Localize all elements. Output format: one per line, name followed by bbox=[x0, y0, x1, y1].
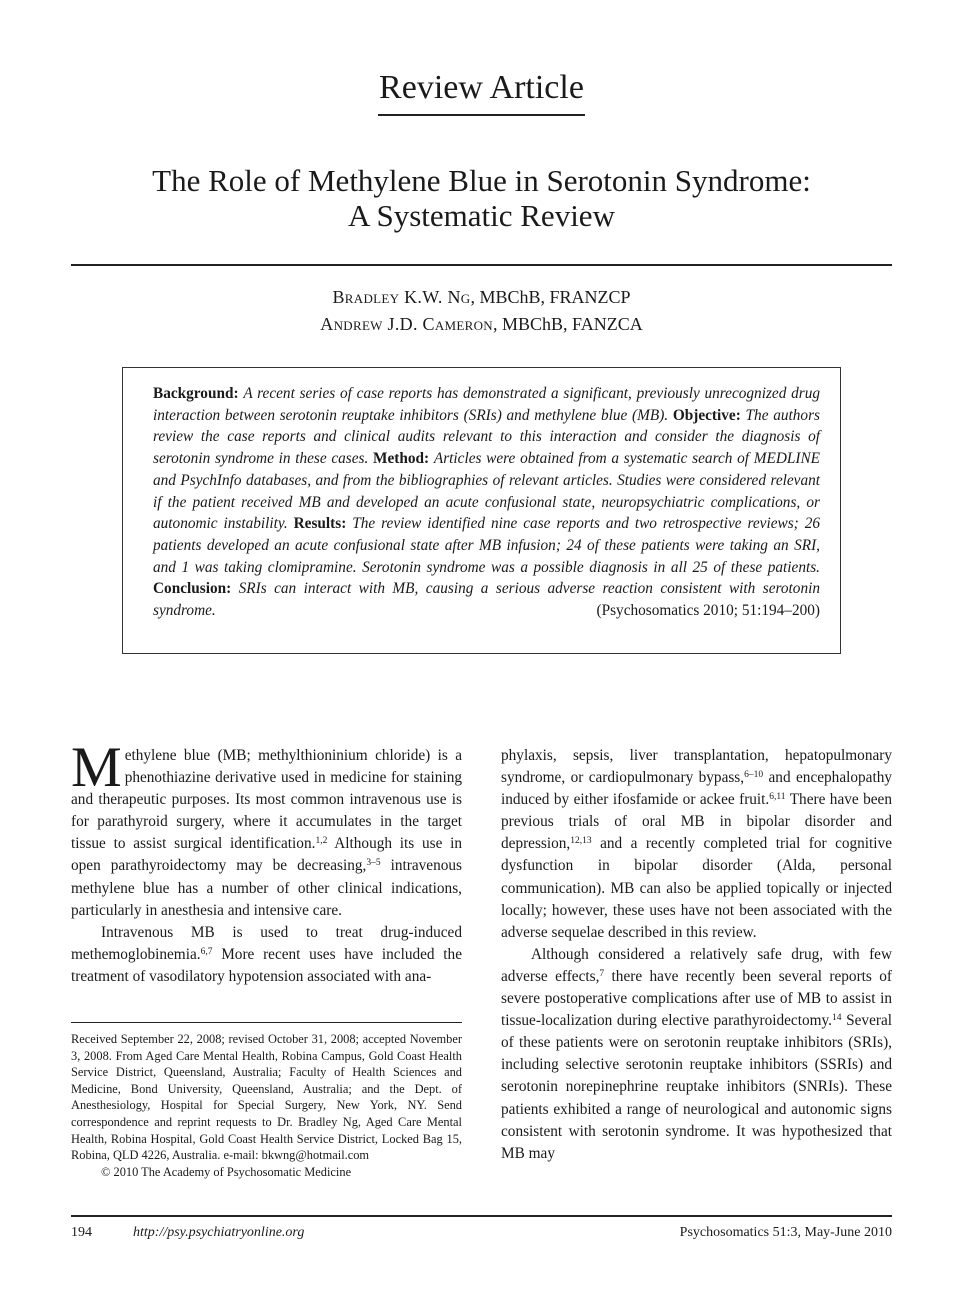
body-text: More recent uses have included the treatment of vasodilatory hypotension associated with ana- bbox=[71, 945, 462, 985]
abstract-background-text: A recent series of case reports has demonstrated a significant, previously unrecognized drug interaction between serotonin reuptake inhibitors (SRIs) and methylene blue (MB). bbox=[153, 385, 821, 424]
author-1 bbox=[0, 284, 963, 311]
copyright-note: © 2010 The Academy of Psychosomatic Medicine bbox=[101, 1164, 352, 1179]
author-2 bbox=[0, 311, 963, 338]
abstract-conclusion-text: SRIs can interact with MB, causing a serious adverse reaction consistent with serotonin syndrome. bbox=[153, 580, 820, 620]
citation-ref: 6,7 bbox=[200, 946, 213, 957]
abstract-method-text: Articles were obtained from a systematic search of MEDLINE and PsychInfo databases, and from the bibliographies of relevant articles. Studies were considered relevant if the patient received MB and developed an acute confusional state, neuropsychiatric complications, or autonomic instability. bbox=[153, 450, 821, 533]
author-2-name: Andrew J.D. Cameron bbox=[320, 314, 493, 334]
article-title bbox=[60, 163, 903, 233]
body-text: Although considered a relatively safe drug, with few adverse effects, bbox=[501, 945, 892, 985]
citation-ref: 6,11 bbox=[769, 792, 786, 803]
author-1-name: Bradley K.W. Ng bbox=[332, 287, 471, 307]
citation-ref: 3–5 bbox=[366, 858, 381, 869]
body-paragraph bbox=[71, 922, 462, 988]
page-footer bbox=[71, 1224, 892, 1242]
body-text: and encephalopathy induced by either ifosfamide or ackee fruit. bbox=[501, 769, 892, 809]
footnote bbox=[71, 1031, 462, 1180]
abstract-background-label: Background: bbox=[153, 385, 239, 402]
abstract-conclusion-label: Conclusion: bbox=[153, 580, 232, 598]
journal-info: Psychosomatics 51:3, May-June 2010 bbox=[679, 1225, 892, 1240]
author-2-degrees: , MBChB, FANZCA bbox=[493, 314, 643, 334]
author-list bbox=[0, 284, 963, 338]
abstract-results-text: The review identified nine case reports and two retrospective reviews; 26 patients developed an acute confusional state after MB infusion; 24 of these patients were taking an SRI, and 1 was taking clomipramine. Serotonin syndrome was a possible diagnosis in all 25 of these patients. bbox=[153, 515, 820, 576]
footer-divider bbox=[71, 1215, 892, 1217]
citation-ref: 14 bbox=[832, 1013, 842, 1024]
journal-url-link[interactable]: http://psy.psychiatryonline.org bbox=[133, 1225, 305, 1240]
body-paragraph bbox=[71, 736, 463, 922]
body-text: Several of these patients were on serotonin reuptake inhibitors (SRIs), including selective serotonin reuptake inhibitors (SSRIs) and serotonin norepinephrine reuptake inhibitors (SNRIs). These patients exhibited a range of neurological and autonomic signs consistent with serotonin syndrome. It was hypothesized that MB may bbox=[501, 1012, 893, 1162]
body-text: there have recently been several reports of severe postoperative complications after use of MB to assist in tissue-localization during elective parathyroidectomy. bbox=[501, 967, 893, 1030]
abstract bbox=[153, 383, 820, 622]
body-text: Although its use in open parathyroidectomy may be decreasing, bbox=[71, 835, 463, 875]
body-text: Intravenous MB is used to treat drug-induced methemoglobinemia. bbox=[71, 923, 462, 963]
body-column-left bbox=[71, 736, 463, 988]
page-number: 194 bbox=[71, 1225, 92, 1240]
abstract-results-label: Results: bbox=[293, 515, 347, 533]
abstract-objective-label: Objective: bbox=[672, 406, 741, 424]
body-column-right bbox=[501, 745, 892, 1165]
body-text: There have been previous trials of oral MB in bipolar disorder and depression, bbox=[501, 791, 892, 853]
abstract-method-label: Method: bbox=[373, 450, 430, 468]
section-label-underline bbox=[378, 114, 585, 116]
title-divider bbox=[71, 264, 892, 266]
citation-ref: 6–10 bbox=[744, 770, 764, 781]
citation-ref: 1,2 bbox=[315, 836, 328, 847]
drop-cap: M bbox=[71, 736, 122, 799]
body-paragraph bbox=[501, 944, 892, 1165]
abstract-objective-text: The authors review the case reports and clinical audits relevant to this interaction and consider the diagnosis of serotonin syndrome in these cases. bbox=[153, 406, 820, 468]
body-text: phylaxis, sepsis, liver transplantation, hepatopulmonary syndrome, or cardiopulmonary bypass, bbox=[501, 747, 892, 787]
footnote-divider bbox=[71, 1022, 462, 1023]
body-text: intravenous methylene blue has a number of other clinical indications, particularly in anesthesia and intensive care. bbox=[71, 857, 462, 919]
author-1-degrees: , MBChB, FRANZCP bbox=[470, 287, 631, 307]
title-line-2: A Systematic Review bbox=[348, 198, 615, 233]
body-text: and a recently completed trial for cognitive dysfunction in bipolar disorder (Alda, personal communication). MB can also be applied topically or injected locally; however, these uses have not been associated with the adverse sequelae described in this review. bbox=[501, 835, 892, 941]
citation-ref: 7 bbox=[599, 968, 605, 979]
abstract-citation: (Psychosomatics 2010; 51:194–200) bbox=[596, 602, 820, 620]
section-label: Review Article bbox=[379, 69, 584, 106]
received-note: Received September 22, 2008; revised October 31, 2008; accepted November 3, 2008. From Aged Care Mental Health, Robina Campus, Gold Coast Health Service District, Queensland, Australia; Faculty of Health Sciences and Medicine, Bond University, Queensland, Australia; and the Dept. of Anesthesiology, Hospital for Special Surgery, New York, NY. Send correspondence and reprint requests to Dr. Bradley Ng, Aged Care Mental Health, Robina Hospital, Gold Coast Health Service District, Locked Bag 15, Robina, QLD 4226, Australia. e-mail: bkwng@hotmail.com bbox=[71, 1032, 462, 1163]
citation-ref: 12,13 bbox=[570, 836, 592, 847]
body-text: ethylene blue (MB; methylthioninium chloride) is a phenothiazine derivative used in medicine for staining and therapeutic purposes. Its most common intravenous use is for parathyroid surgery, where it accumulates in the target tissue to assist surgical identification. bbox=[71, 747, 462, 853]
body-paragraph bbox=[501, 745, 892, 944]
title-line-1: The Role of Methylene Blue in Serotonin Syndrome: bbox=[152, 163, 811, 198]
